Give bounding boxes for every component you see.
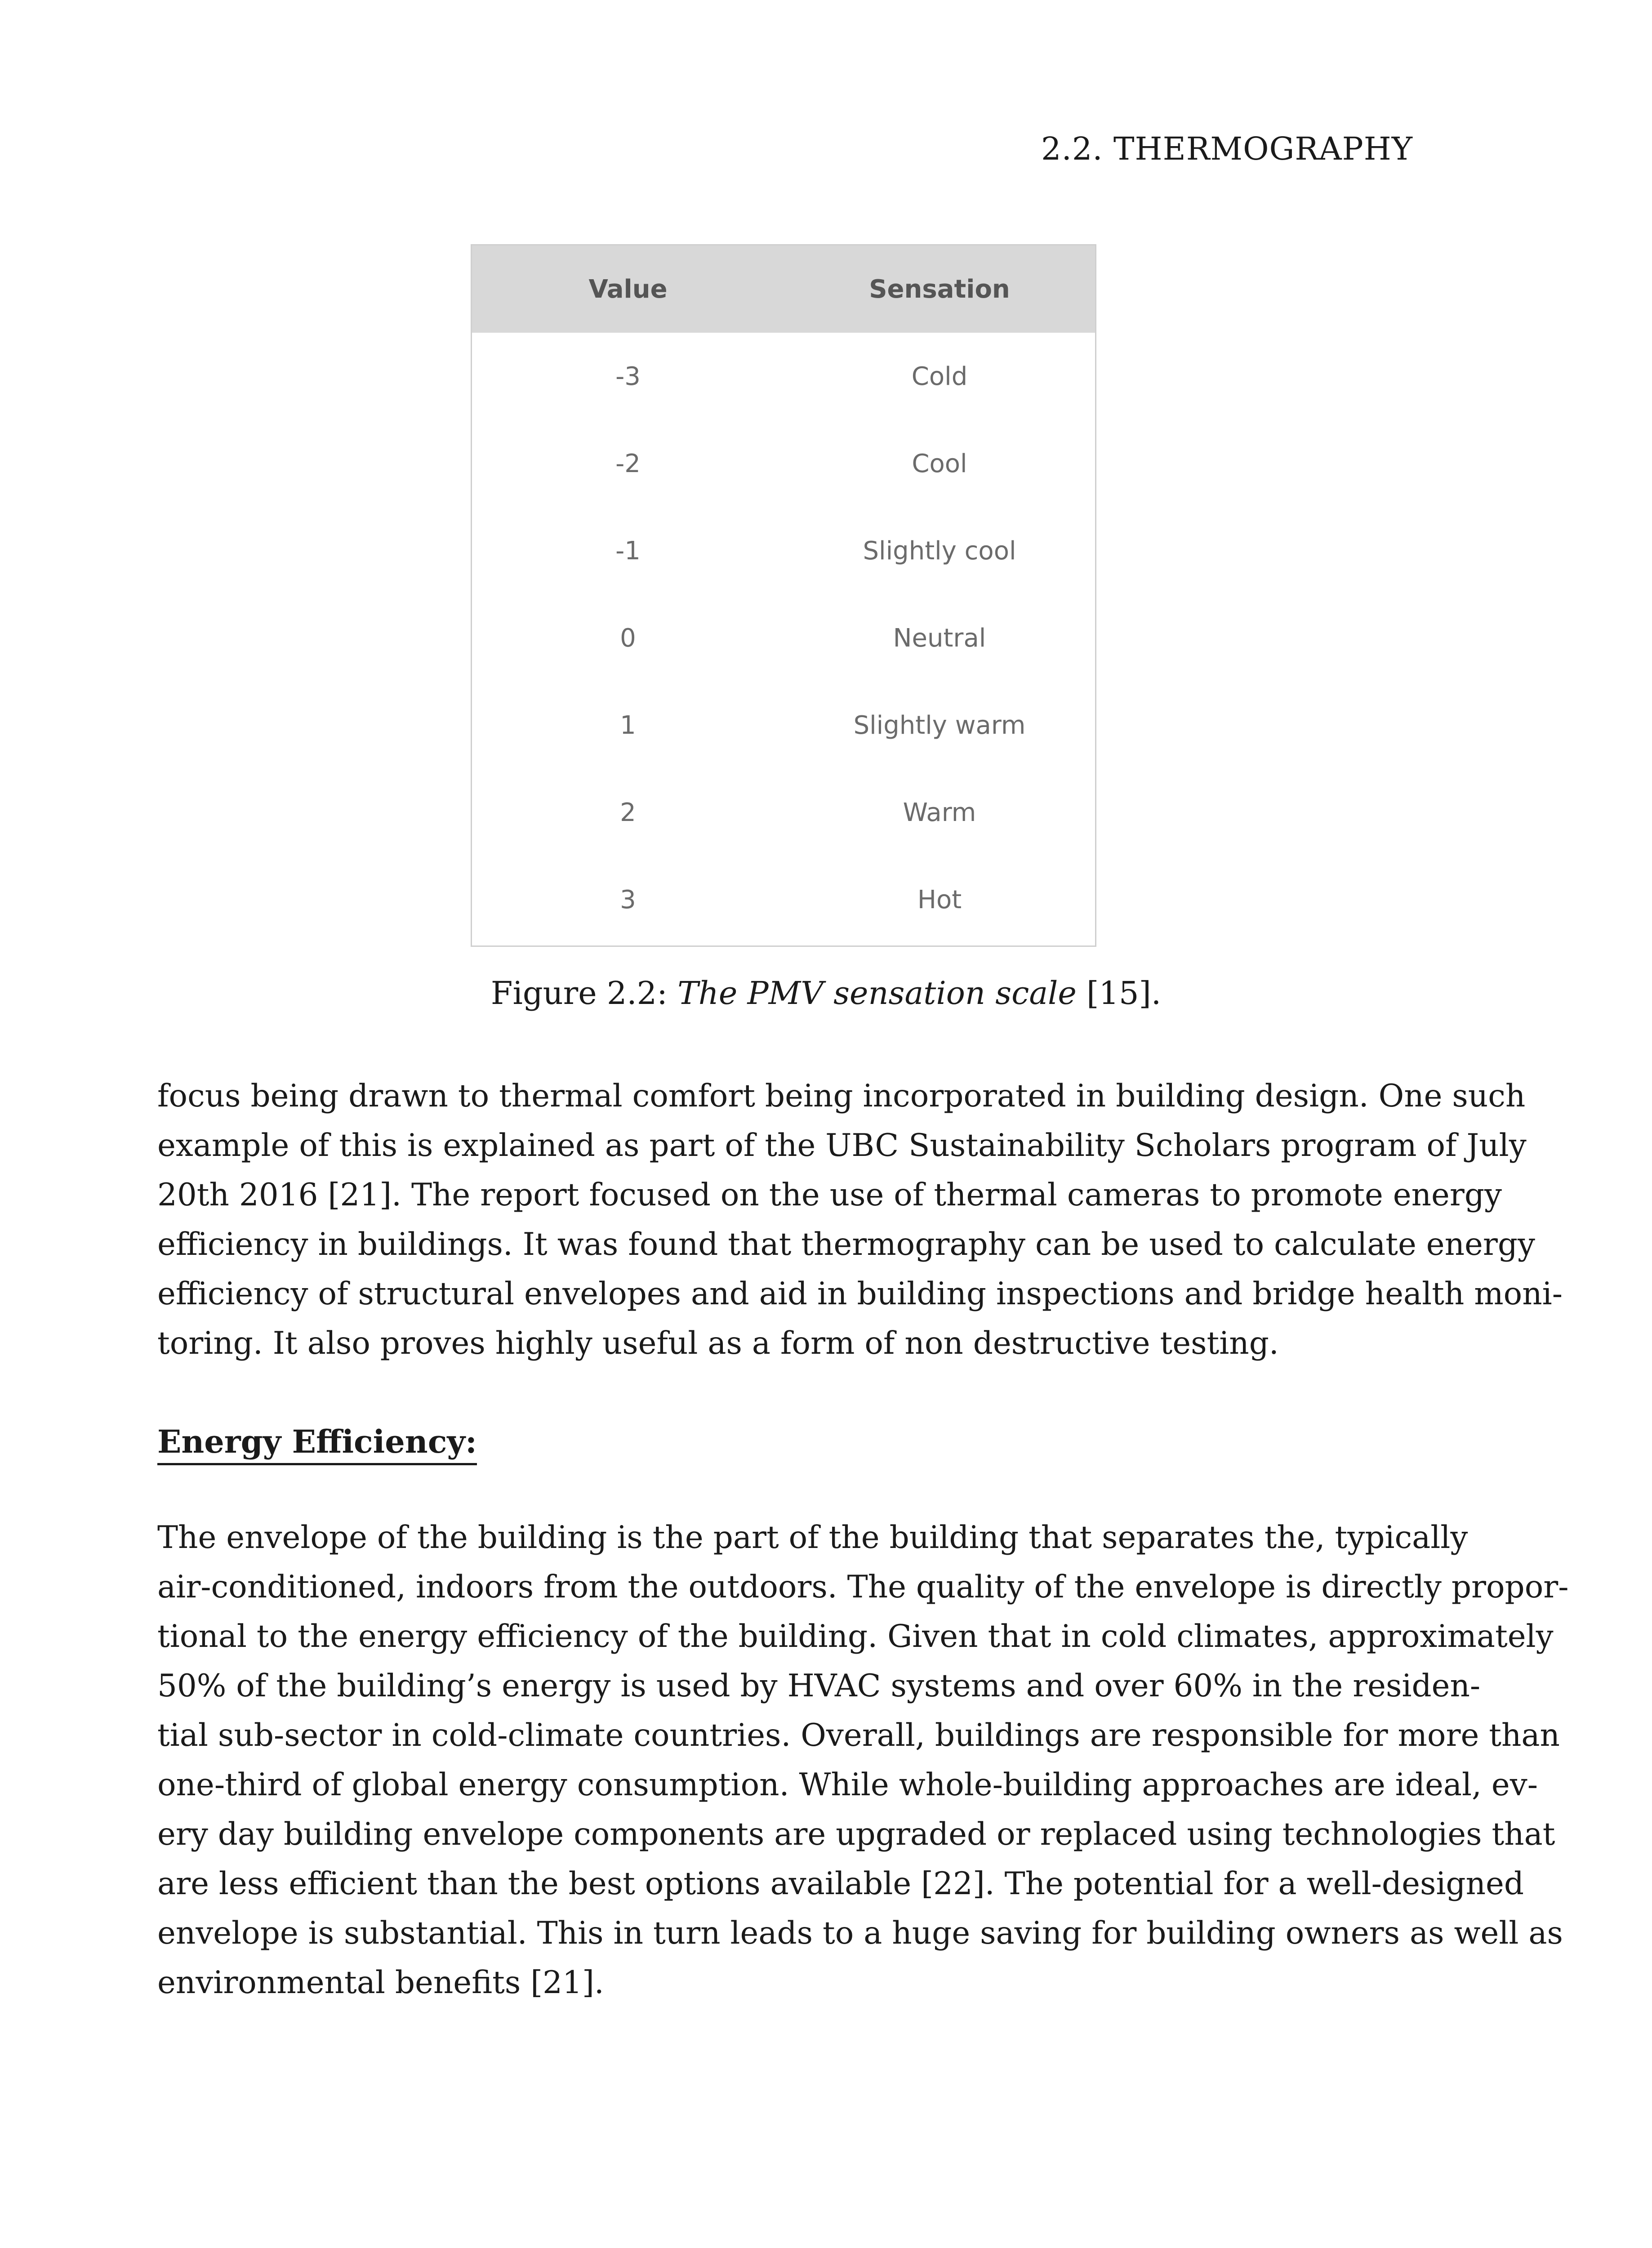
paragraph-line: efficiency in buildings. It was found that thermography can be used to calculate energy: [157, 1227, 1535, 1262]
paragraph-line: The envelope of the building is the part of the building that separates the, typically: [157, 1520, 1468, 1556]
table-row: [472, 769, 1095, 856]
paragraph-line: tial sub-sector in cold-climate countries. Overall, buildings are responsible for more than: [157, 1717, 1560, 1753]
table-row: [472, 682, 1095, 769]
table-cell-value: 0: [620, 623, 636, 653]
table-cell-sensation: Slightly cool: [863, 536, 1016, 566]
pmv-scale-table: [471, 244, 1096, 947]
paragraph-line: are less efficient than the best options available [22]. The potential for a well-designed: [157, 1866, 1524, 1902]
paragraph-line: efficiency of structural envelopes and aid in building inspections and bridge health moni-: [157, 1276, 1563, 1312]
paragraph-thermal-comfort: [157, 1071, 1563, 1368]
table-row: [472, 507, 1095, 594]
table-cell-sensation: Neutral: [893, 623, 986, 653]
column-header-sensation: Sensation: [869, 274, 1010, 304]
figure-caption: [0, 975, 1652, 1012]
table-row: [472, 333, 1095, 420]
column-header-value: Value: [588, 274, 668, 304]
table-row: [472, 594, 1095, 682]
paragraph-line: focus being drawn to thermal comfort being incorporated in building design. One such: [157, 1078, 1526, 1114]
table-cell-value: -1: [615, 536, 641, 566]
paragraph-line: one-third of global energy consumption. While whole-building approaches are ideal, ev-: [157, 1767, 1538, 1803]
section-heading: Energy Efficiency:: [157, 1423, 477, 1465]
figure-caption-title: The PMV sensation scale: [677, 975, 1077, 1012]
table-row: [472, 856, 1095, 943]
paragraph-line: envelope is substantial. This in turn leads to a huge saving for building owners as well as: [157, 1915, 1563, 1951]
table-cell-value: -3: [615, 361, 641, 391]
paragraph-line: toring. It also proves highly useful as a form of non destructive testing.: [157, 1325, 1279, 1361]
running-header: 2.2. THERMOGRAPHY: [1041, 130, 1413, 167]
table-cell-value: 2: [620, 798, 636, 827]
paragraph-line: environmental benefits [21].: [157, 1965, 604, 2001]
paragraph-line: 50% of the building’s energy is used by HVAC systems and over 60% in the residen-: [157, 1668, 1481, 1704]
paragraph-line: tional to the energy efficiency of the building. Given that in cold climates, approximately: [157, 1619, 1554, 1655]
figure-caption-citation: [15].: [1086, 975, 1162, 1012]
table-cell-value: 1: [620, 710, 636, 740]
table-row: [472, 420, 1095, 507]
table-cell-sensation: Warm: [903, 798, 976, 827]
table-cell-sensation: Hot: [917, 885, 962, 914]
paragraph-line: air-conditioned, indoors from the outdoors. The quality of the envelope is directly propor-: [157, 1569, 1569, 1605]
table-cell-value: 3: [620, 885, 636, 914]
table-cell-sensation: Slightly warm: [853, 710, 1026, 740]
table-header-row: [472, 245, 1095, 333]
figure-caption-label: Figure 2.2:: [490, 975, 668, 1012]
paragraph-line: example of this is explained as part of the UBC Sustainability Scholars program of July: [157, 1128, 1527, 1164]
table-cell-value: -2: [615, 449, 641, 478]
table-cell-sensation: Cool: [912, 449, 967, 478]
table-cell-sensation: Cold: [911, 361, 968, 391]
paragraph-line: ery day building envelope components are upgraded or replaced using technologies that: [157, 1816, 1555, 1852]
paragraph-energy-efficiency: [157, 1513, 1569, 2007]
paragraph-line: 20th 2016 [21]. The report focused on the use of thermal cameras to promote energy: [157, 1177, 1502, 1213]
